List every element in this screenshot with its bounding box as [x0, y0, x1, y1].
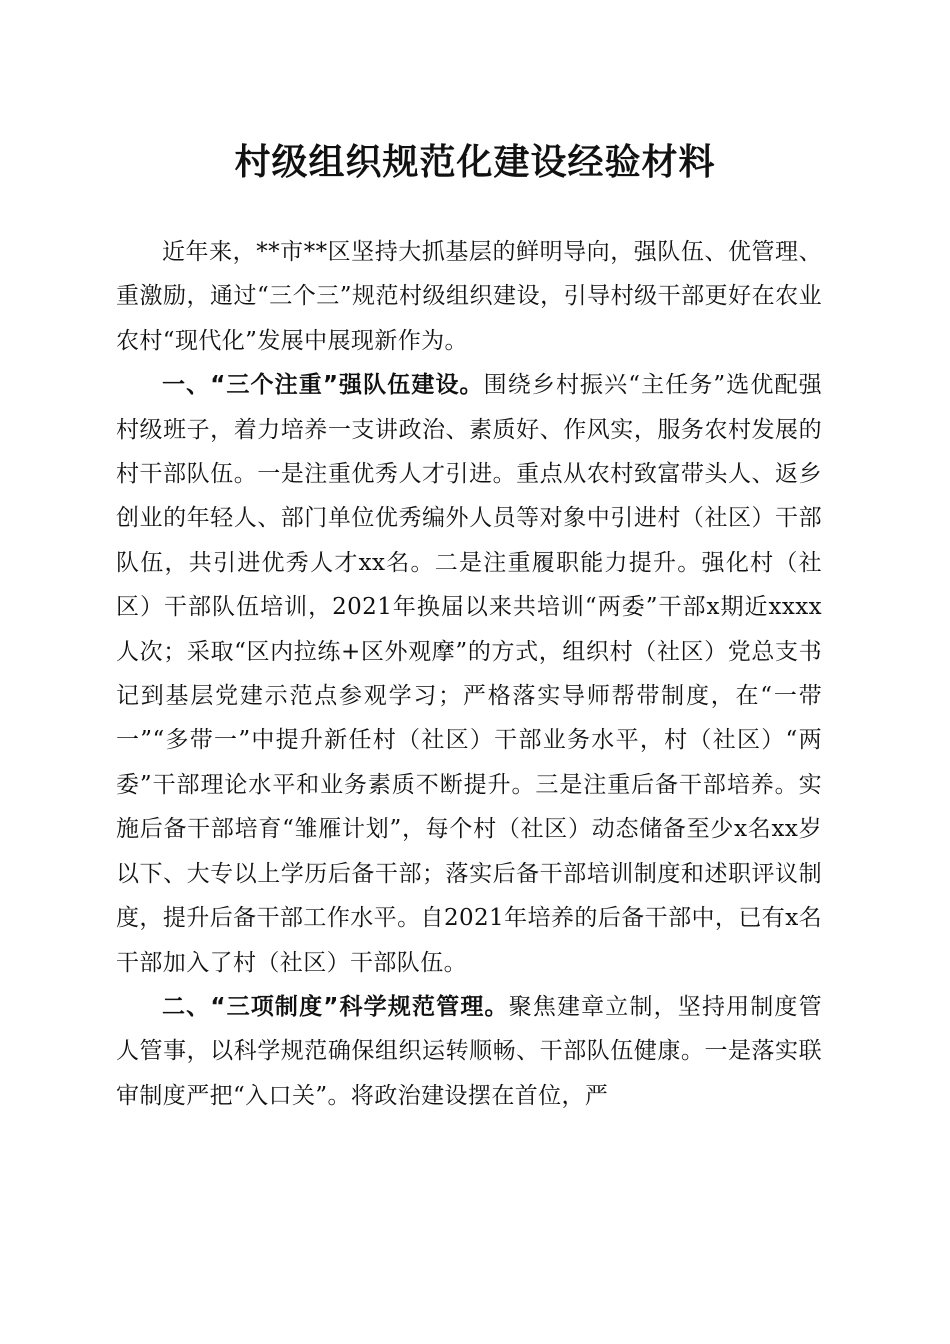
document-title: 村级组织规范化建设经验材料: [234, 141, 716, 183]
section-1-heading: 一、“三个注重”强队伍建设。: [162, 372, 484, 399]
intro-paragraph: 近年来，**市**区坚持大抓基层的鲜明导向，强队伍、优管理、重激励，通过“三个三”规范村级组织建设，引导村级干部更好在农业农村“现代化”发展中展现新作为。: [116, 239, 822, 354]
section-2-heading: 二、“三项制度”科学规范管理。: [162, 993, 509, 1020]
section-2-paragraph: [116, 985, 822, 1118]
section-2-text: 聚焦建章立制，坚持用制度管人管事，以科学规范确保组织运转顺畅、干部队伍健康。一是落实联审制度严把“入口关”。将政治建设摆在首位，严: [116, 993, 822, 1109]
section-1-text: 围绕乡村振兴“主任务”选优配强村级班子，着力培养一支讲政治、素质好、作风实，服务农村发展的村干部队伍。一是注重优秀人才引进。重点从农村致富带头人、返乡创业的年轻人、部门单位优秀编外人员等对象中引进村（社区）干部队伍，共引进优秀人才xx名。二是注重履职能力提升。强化村（社区）干部队伍培训，2021年换届以来共培训“两委”干部x期近xxxx人次；采取“区内拉练+区外观摩”的方式，组织村（社区）党总支书记到基层党建示范点参观学习；严格落实导师帮带制度，在“一带一”“多带一”中提升新任村（社区）干部业务水平，村（社区）“两委”干部理论水平和业务素质不断提升。三是注重后备干部培养。实施后备干部培育“雏雁计划”，每个村（社区）动态储备至少x名xx岁以下、大专以上学历后备干部；落实后备干部培训制度和述职评议制度，提升后备干部工作水平。自2021年培养的后备干部中，已有x名干部加入了村（社区）干部队伍。: [116, 372, 822, 976]
document-body: [116, 230, 822, 1118]
section-1-paragraph: [116, 363, 822, 985]
